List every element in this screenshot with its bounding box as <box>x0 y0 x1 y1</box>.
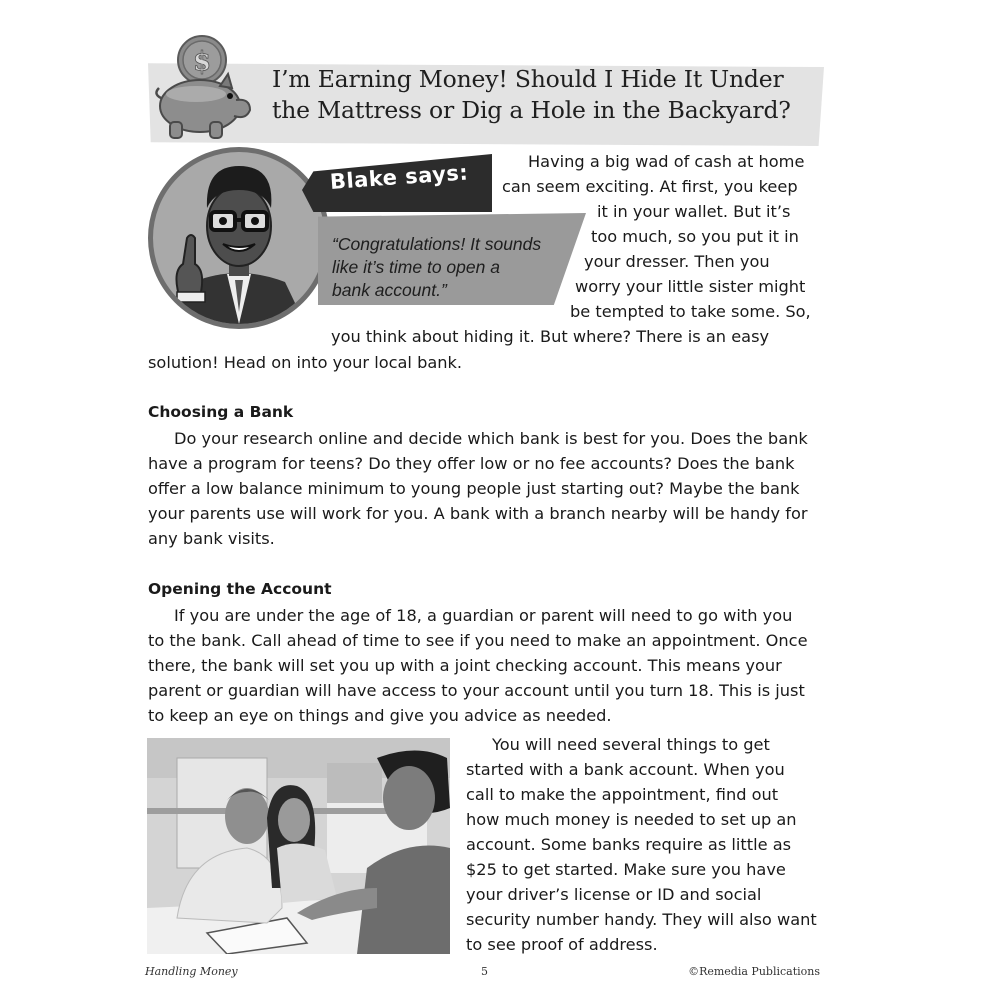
speaker-label: Blake says: <box>329 160 469 194</box>
svg-text:$: $ <box>192 47 212 77</box>
title-line-1: I’m Earning Money! Should I Hide It Under <box>272 65 784 93</box>
intro-line: it in your wallet. But it’s <box>597 202 791 221</box>
section-heading-opening-account: Opening the Account <box>148 580 332 598</box>
body-line: any bank visits. <box>148 529 275 548</box>
body-line: account. Some banks require as little as <box>466 835 792 854</box>
body-line: security number handy. They will also want <box>466 910 817 929</box>
footer-page-number: 5 <box>481 965 488 978</box>
intro-line: worry your little sister might <box>575 277 806 296</box>
body-line: have a program for teens? Do they offer low or no fee accounts? Does the bank <box>148 454 795 473</box>
body-line: how much money is needed to set up an <box>466 810 797 829</box>
body-line: to the bank. Call ahead of time to see if you need to make an appointment. Once <box>148 631 808 650</box>
quote-line: bank account.” <box>332 280 447 300</box>
piggy-bank-icon <box>148 30 266 148</box>
blake-quote <box>332 233 572 302</box>
body-line: your driver’s license or ID and social <box>466 885 762 904</box>
page-title <box>272 64 832 126</box>
section-heading-choosing-bank: Choosing a Bank <box>148 403 294 421</box>
title-line-2: the Mattress or Dig a Hole in the Backyard? <box>272 96 791 124</box>
body-line: to see proof of address. <box>466 935 658 954</box>
intro-line: Having a big wad of cash at home <box>528 152 805 171</box>
body-line: You will need several things to get <box>492 735 770 754</box>
body-line: If you are under the age of 18, a guardian or parent will need to go with you <box>174 606 793 625</box>
footer-book-title: Handling Money <box>145 965 238 978</box>
body-line: call to make the appointment, find out <box>466 785 779 804</box>
body-line: parent or guardian will have access to your account until you turn 18. This is just <box>148 681 805 700</box>
body-line: Do your research online and decide which bank is best for you. Does the bank <box>174 429 808 448</box>
footer-copyright: ©Remedia Publications <box>688 965 820 978</box>
body-line: to keep an eye on things and give you advice as needed. <box>148 706 612 725</box>
intro-line: you think about hiding it. But where? There is an easy <box>331 327 770 346</box>
quote-line: like it’s time to open a <box>332 257 500 277</box>
blake-avatar <box>148 147 330 329</box>
body-line: there, the bank will set you up with a joint checking account. This means your <box>148 656 782 675</box>
body-line: started with a bank account. When you <box>466 760 785 779</box>
bank-meeting-photo <box>147 738 450 954</box>
body-line: your parents use will work for you. A bank with a branch nearby will be handy for <box>148 504 808 523</box>
body-line: offer a low balance minimum to young people just starting out? Maybe the bank <box>148 479 800 498</box>
intro-line: solution! Head on into your local bank. <box>148 353 463 372</box>
quote-line: “Congratulations! It sounds <box>332 234 542 254</box>
intro-line: too much, so you put it in <box>591 227 799 246</box>
photo-illustration <box>147 738 450 954</box>
body-line: $25 to get started. Make sure you have <box>466 860 786 879</box>
intro-line: your dresser. Then you <box>584 252 770 271</box>
blake-cartoon-icon <box>153 152 325 324</box>
intro-line: be tempted to take some. So, <box>570 302 811 321</box>
intro-line: can seem exciting. At first, you keep <box>502 177 798 196</box>
